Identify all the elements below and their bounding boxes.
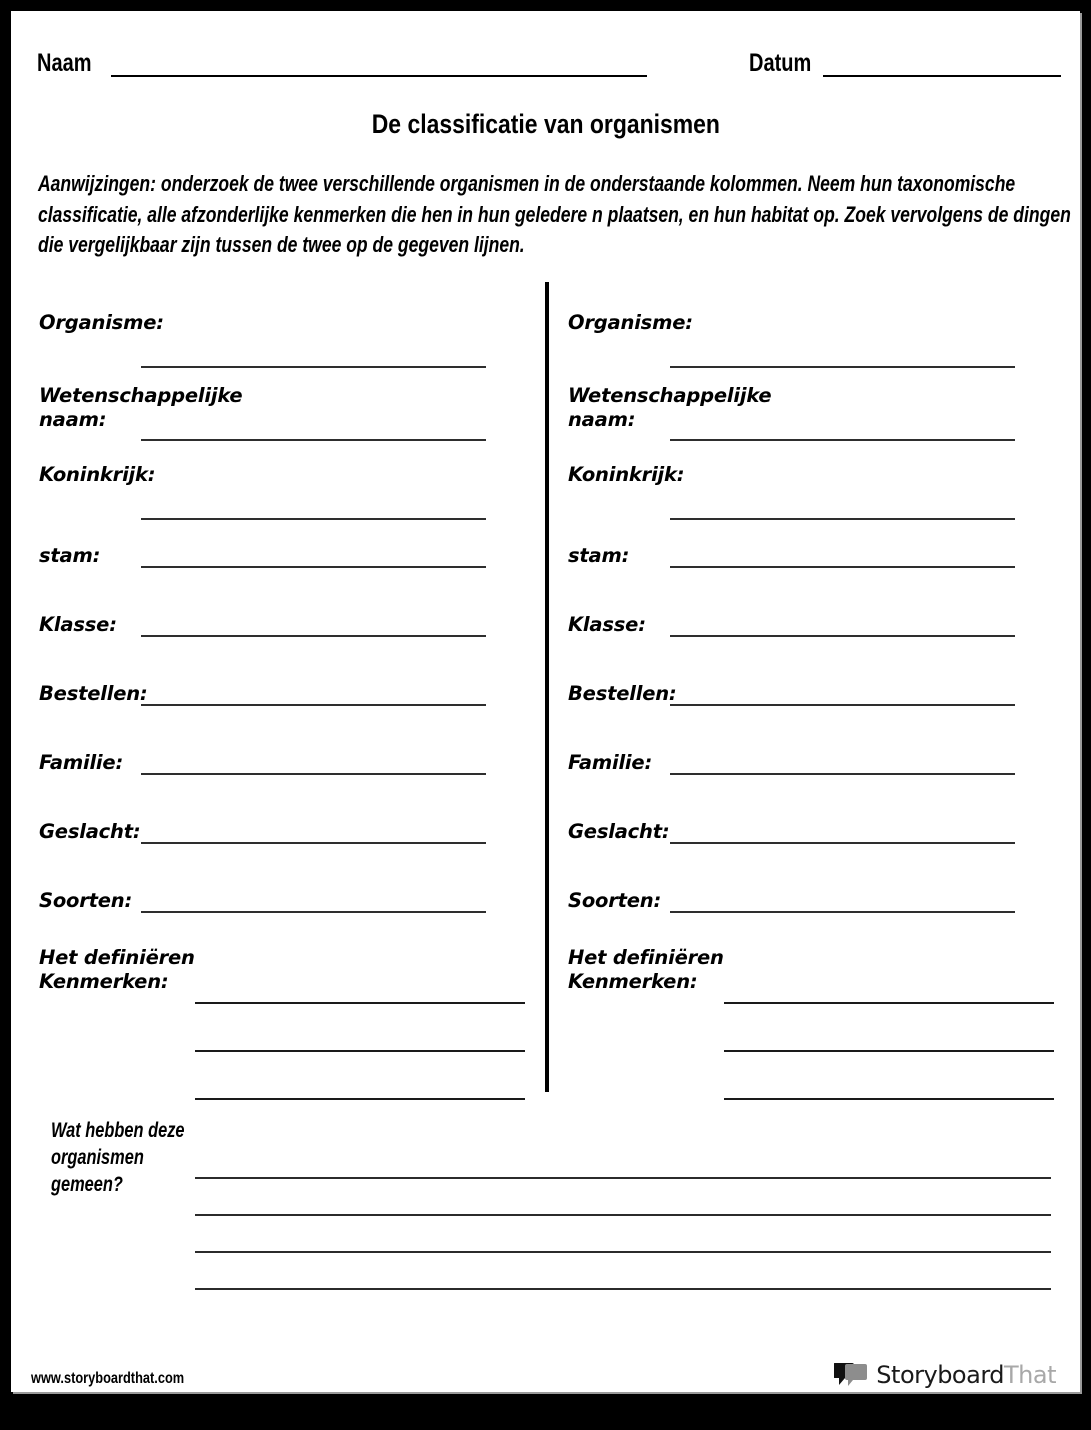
field-label-wetenschappelijke-naam: Wetenschappelijke naam:	[39, 384, 243, 431]
field-line-stam[interactable]	[670, 566, 1015, 568]
characteristics-line[interactable]	[724, 1098, 1054, 1100]
field-label-organisme: Organisme:	[39, 311, 164, 334]
characteristics-line[interactable]	[724, 1002, 1054, 1004]
field-line-soorten[interactable]	[670, 911, 1015, 913]
field-line-wetenschappelijke-naam[interactable]	[141, 439, 486, 441]
field-label-soorten: Soorten:	[568, 889, 662, 912]
field-label-wetenschappelijke-naam: Wetenschappelijke naam:	[568, 384, 772, 431]
date-input-line[interactable]	[823, 75, 1061, 77]
characteristics-line[interactable]	[195, 1002, 525, 1004]
field-line-klasse[interactable]	[141, 635, 486, 637]
field-line-bestellen[interactable]	[141, 704, 486, 706]
logo-wordmark	[876, 1361, 1056, 1389]
logo-text-that: That	[1004, 1361, 1056, 1389]
common-traits-label: Wat hebben deze organismen gemeen?	[51, 1119, 185, 1196]
name-input-line[interactable]	[111, 75, 647, 77]
field-line-geslacht[interactable]	[141, 842, 486, 844]
characteristics-line[interactable]	[724, 1050, 1054, 1052]
field-label-klasse: Klasse:	[568, 613, 646, 636]
common-traits-line[interactable]	[195, 1288, 1051, 1290]
characteristics-line[interactable]	[195, 1098, 525, 1100]
defining-characteristics-label: Het definiëren Kenmerken:	[568, 946, 724, 993]
field-line-geslacht[interactable]	[670, 842, 1015, 844]
name-label: Naam	[37, 49, 92, 77]
field-line-organisme[interactable]	[670, 366, 1015, 368]
footer-url[interactable]: www.storyboardthat.com	[31, 1370, 185, 1387]
field-label-organisme: Organisme:	[568, 311, 693, 334]
field-line-familie[interactable]	[670, 773, 1015, 775]
field-label-bestellen: Bestellen:	[568, 682, 677, 705]
page-title-text: De classificatie van organismen	[371, 109, 720, 139]
page-title	[11, 109, 1080, 140]
common-traits-line[interactable]	[195, 1251, 1051, 1253]
column-divider	[545, 282, 549, 1092]
field-label-stam: stam:	[39, 544, 101, 567]
field-line-organisme[interactable]	[141, 366, 486, 368]
field-label-geslacht: Geslacht:	[568, 820, 670, 843]
field-label-familie: Familie:	[39, 751, 124, 774]
characteristics-line[interactable]	[195, 1050, 525, 1052]
storyboardthat-logo[interactable]	[834, 1361, 1056, 1389]
field-label-familie: Familie:	[568, 751, 653, 774]
field-label-stam: stam:	[568, 544, 630, 567]
speech-bubbles-icon	[834, 1361, 868, 1389]
worksheet-header	[11, 11, 1080, 81]
field-line-familie[interactable]	[141, 773, 486, 775]
field-label-soorten: Soorten:	[39, 889, 133, 912]
logo-text-storyboard: Storyboard	[876, 1361, 1004, 1389]
field-label-koninkrijk: Koninkrijk:	[568, 463, 685, 486]
field-label-klasse: Klasse:	[39, 613, 117, 636]
field-line-soorten[interactable]	[141, 911, 486, 913]
field-line-koninkrijk[interactable]	[141, 518, 486, 520]
field-label-bestellen: Bestellen:	[39, 682, 148, 705]
field-line-stam[interactable]	[141, 566, 486, 568]
common-traits-line[interactable]	[195, 1177, 1051, 1179]
defining-characteristics-label: Het definiëren Kenmerken:	[39, 946, 195, 993]
field-line-klasse[interactable]	[670, 635, 1015, 637]
field-line-koninkrijk[interactable]	[670, 518, 1015, 520]
field-line-bestellen[interactable]	[670, 704, 1015, 706]
instructions-text: Aanwijzingen: onderzoek de twee verschillende organismen in de onderstaande kolommen. Neem hun taxonomische classificatie, alle afzonderlijke kenmerken die hen in hun geledere n plaatsen, en hun habitat op. Zoek vervolgens de dingen die vergelijkbaar zijn tussen de twee op de gegeven lijnen.	[38, 171, 1071, 257]
date-label: Datum	[749, 49, 812, 77]
common-traits-line[interactable]	[195, 1214, 1051, 1216]
worksheet-page	[11, 11, 1080, 1392]
field-line-wetenschappelijke-naam[interactable]	[670, 439, 1015, 441]
field-label-koninkrijk: Koninkrijk:	[39, 463, 156, 486]
field-label-geslacht: Geslacht:	[39, 820, 141, 843]
